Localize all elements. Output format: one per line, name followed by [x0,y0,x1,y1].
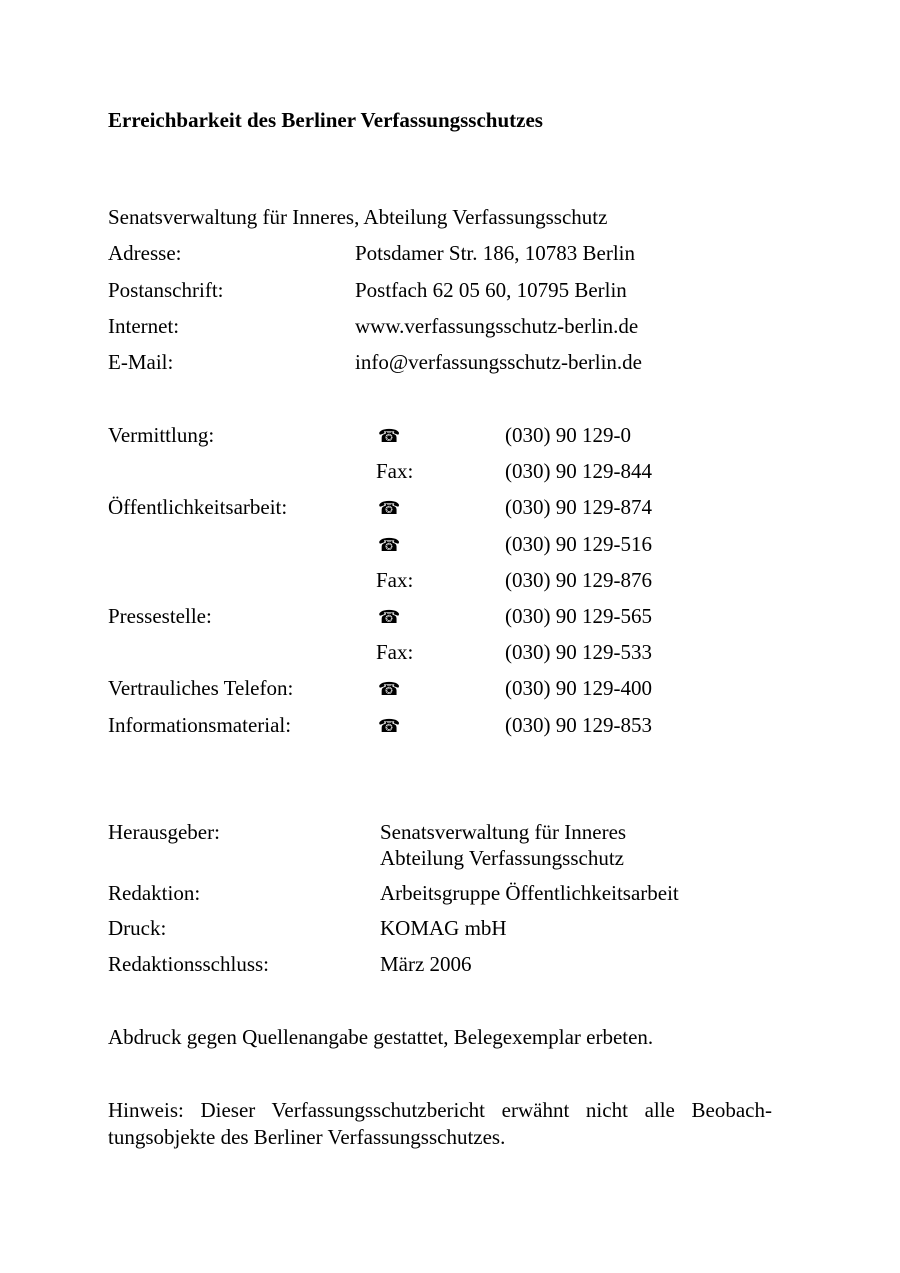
contact-number: (030) 90 129-876 [505,568,652,592]
publisher-line1: Senatsverwaltung für Inneres [380,820,627,844]
contact-label: Öffentlichkeitsarbeit: [108,495,288,519]
publisher-label: Herausgeber: [108,820,220,844]
contact-number: (030) 90 129-516 [505,532,652,556]
print-value: KOMAG mbH [380,916,507,940]
fax-label: Fax: [376,568,414,592]
contact-label: Vermittlung: [108,423,215,447]
phone-icon: ☎ [378,498,401,519]
contact-label: Informationsmaterial: [108,713,292,737]
contact-number: (030) 90 129-844 [505,459,652,483]
contact-number: (030) 90 129-400 [505,676,652,700]
email-link[interactable]: info@verfassungsschutz-berlin.de [355,350,643,374]
address-label: Adresse: [108,241,182,265]
contact-number: (030) 90 129-853 [505,713,652,737]
hint-line-2: tungsobjekte des Berliner Verfassungsschutzes. [108,1125,506,1149]
internet-link[interactable]: www.verfassungsschutz-berlin.de [355,314,639,338]
publisher-line2: Abteilung Verfassungsschutz [380,846,624,870]
contact-label: Vertrauliches Telefon: [108,676,294,700]
phone-icon: ☎ [378,426,401,447]
contact-kind [378,678,400,699]
contact-label: Pressestelle: [108,604,212,628]
phone-icon: ☎ [378,607,401,628]
phone-icon: ☎ [378,535,401,556]
page-title: Erreichbarkeit des Berliner Verfassungsschutzes [108,108,543,132]
postal-label: Postanschrift: [108,278,224,302]
email-label: E-Mail: [108,350,174,374]
reprint-note: Abdruck gegen Quellenangabe gestattet, Belegexemplar erbeten. [108,1025,654,1049]
hint-line-1 [108,1100,772,1121]
internet-label: Internet: [108,314,180,338]
contact-kind [378,534,400,555]
hint-text-1: Hinweis: Dieser Verfassungsschutzbericht erwähnt nicht alle Beobach- [108,1098,772,1122]
print-label: Druck: [108,916,167,940]
contact-kind [378,497,400,518]
address-value: Potsdamer Str. 186, 10783 Berlin [355,241,635,265]
postal-value: Postfach 62 05 60, 10795 Berlin [355,278,627,302]
fax-label: Fax: [376,640,414,664]
contact-kind [378,715,400,736]
contact-number: (030) 90 129-0 [505,423,631,447]
office-name: Senatsverwaltung für Inneres, Abteilung Verfassungsschutz [108,205,608,229]
deadline-value: März 2006 [380,952,472,976]
contact-kind [378,606,400,627]
fax-label: Fax: [376,459,414,483]
contact-number: (030) 90 129-874 [505,495,652,519]
contact-number: (030) 90 129-533 [505,640,652,664]
deadline-label: Redaktionsschluss: [108,952,269,976]
contact-kind [378,425,400,446]
phone-icon: ☎ [378,716,401,737]
contact-number: (030) 90 129-565 [505,604,652,628]
editorial-value: Arbeitsgruppe Öffentlichkeitsarbeit [380,881,679,905]
editorial-label: Redaktion: [108,881,201,905]
phone-icon: ☎ [378,679,401,700]
